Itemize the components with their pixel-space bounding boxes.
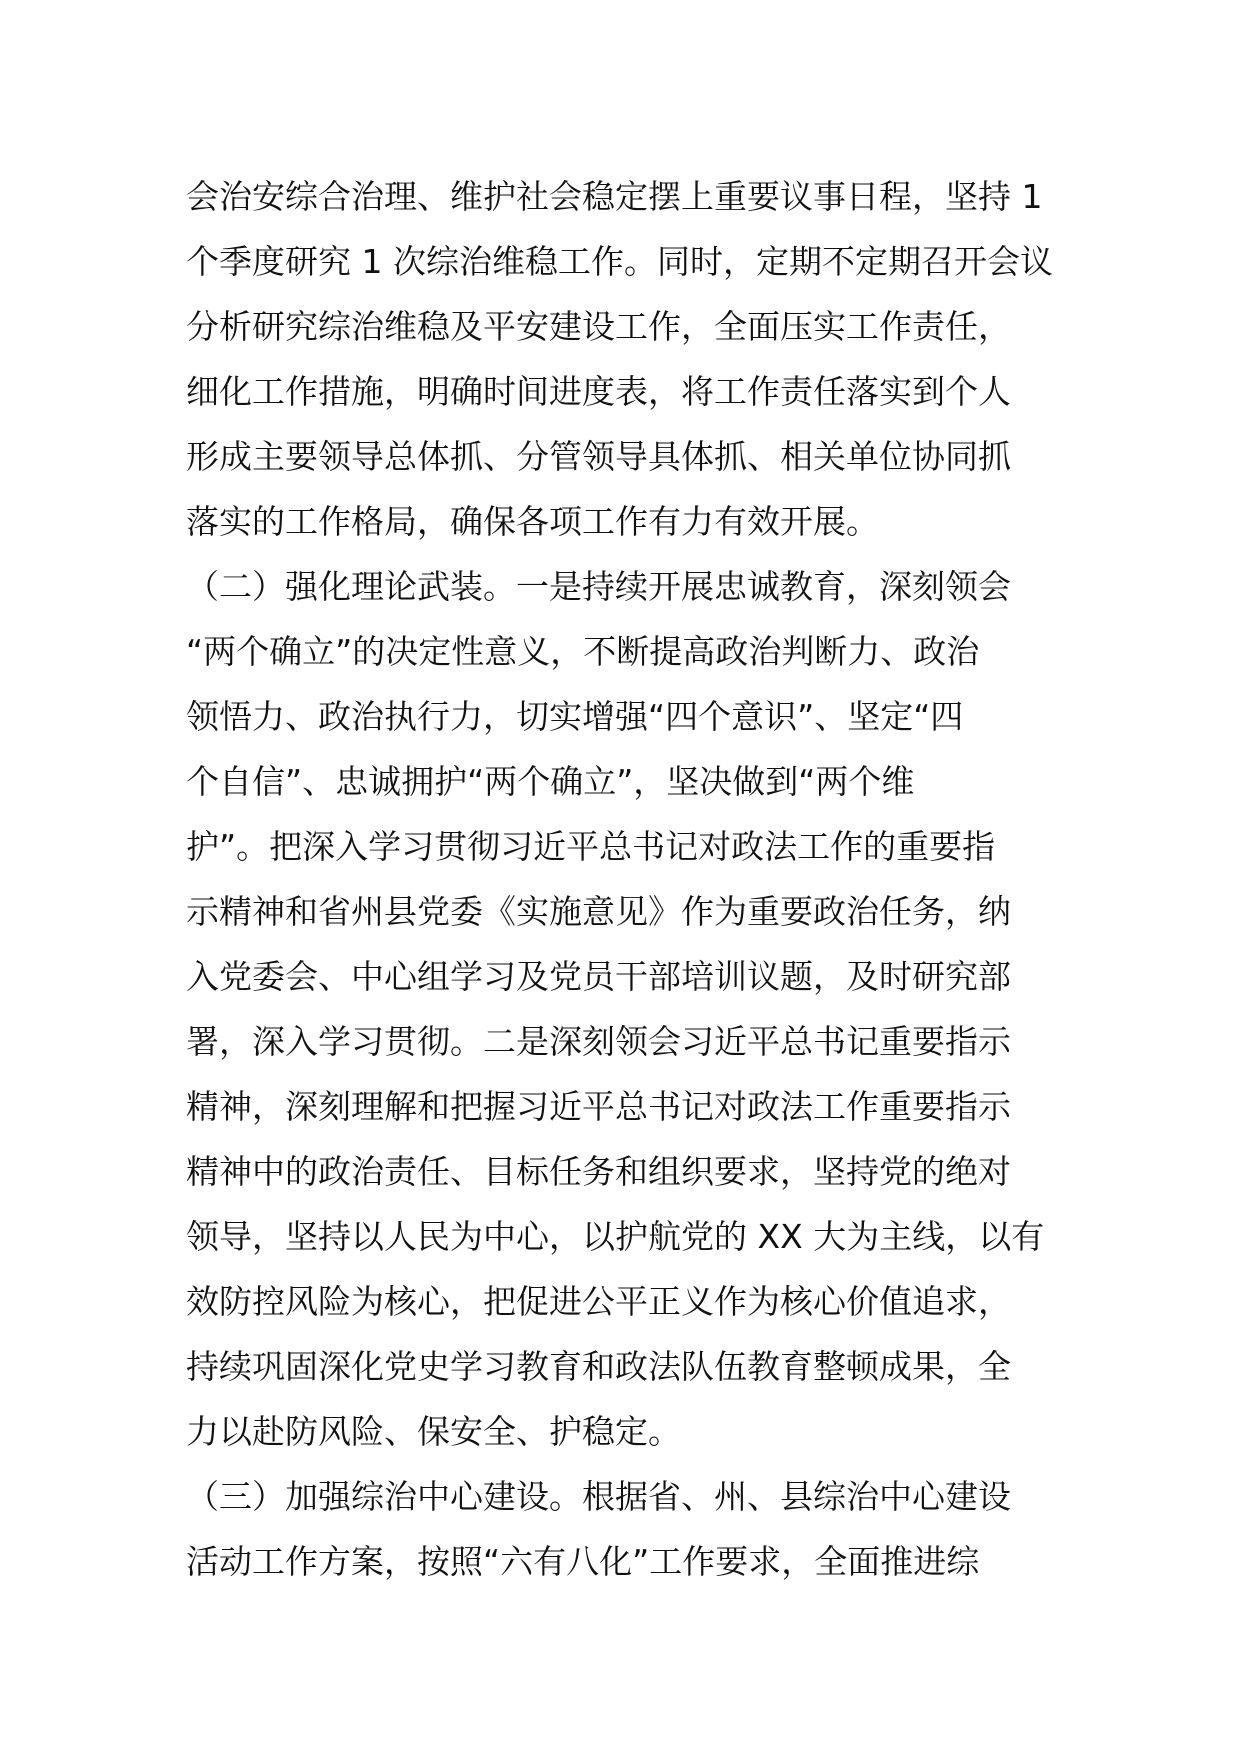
text-line: 示精神和省州县党委《实施意见》作为重要政治任务，纳 bbox=[186, 892, 1011, 931]
section-heading-line: （二）强化理论武装。一是持续开展忠诚教育，深刻领会 bbox=[186, 567, 1011, 606]
text-line: 个自信”、忠诚拥护“两个确立”，坚决做到“两个维 bbox=[186, 762, 915, 801]
text-line: 个季度研究 1 次综治维稳工作。同时，定期不定期召开会议 bbox=[186, 242, 1053, 281]
text-line: 护”。把深入学习贯彻习近平总书记对政法工作的重要指 bbox=[186, 827, 996, 866]
text-line: 署，深入学习贯彻。二是深刻领会习近平总书记重要指示 bbox=[186, 1022, 1011, 1061]
text-line: 力以赴防风险、保安全、护稳定。 bbox=[186, 1412, 681, 1451]
text-line: 效防控风险为核心，把促进公平正义作为核心价值追求， bbox=[186, 1282, 1011, 1321]
text-line: 会治安综合治理、维护社会稳定摆上重要议事日程，坚持 1 bbox=[186, 177, 1043, 216]
text-line: 精神，深刻理解和把握习近平总书记对政法工作重要指示 bbox=[186, 1087, 1011, 1126]
text-line: 领悟力、政治执行力，切实增强“四个意识”、坚定“四 bbox=[186, 697, 964, 736]
text-line: 形成主要领导总体抓、分管领导具体抓、相关单位协同抓 bbox=[186, 437, 1011, 476]
text-line: 落实的工作格局，确保各项工作有力有效开展。 bbox=[186, 502, 879, 541]
text-line: 领导，坚持以人民为中心，以护航党的 XX 大为主线，以有 bbox=[186, 1217, 1045, 1256]
document-body bbox=[186, 164, 1056, 1594]
text-line: 细化工作措施，明确时间进度表，将工作责任落实到个人 bbox=[186, 372, 1011, 411]
section-heading-line: （三）加强综治中心建设。根据省、州、县综治中心建设 bbox=[186, 1477, 1011, 1516]
text-line: 精神中的政治责任、目标任务和组织要求，坚持党的绝对 bbox=[186, 1152, 1011, 1191]
text-line: 分析研究综治维稳及平安建设工作，全面压实工作责任， bbox=[186, 307, 1011, 346]
text-line: 入党委会、中心组学习及党员干部培训议题，及时研究部 bbox=[186, 957, 1011, 996]
text-line: “两个确立”的决定性意义，不断提高政治判断力、政治 bbox=[186, 632, 980, 671]
text-line: 活动工作方案，按照“六有八化”工作要求，全面推进综 bbox=[186, 1542, 980, 1581]
text-line: 持续巩固深化党史学习教育和政法队伍教育整顿成果，全 bbox=[186, 1347, 1011, 1386]
